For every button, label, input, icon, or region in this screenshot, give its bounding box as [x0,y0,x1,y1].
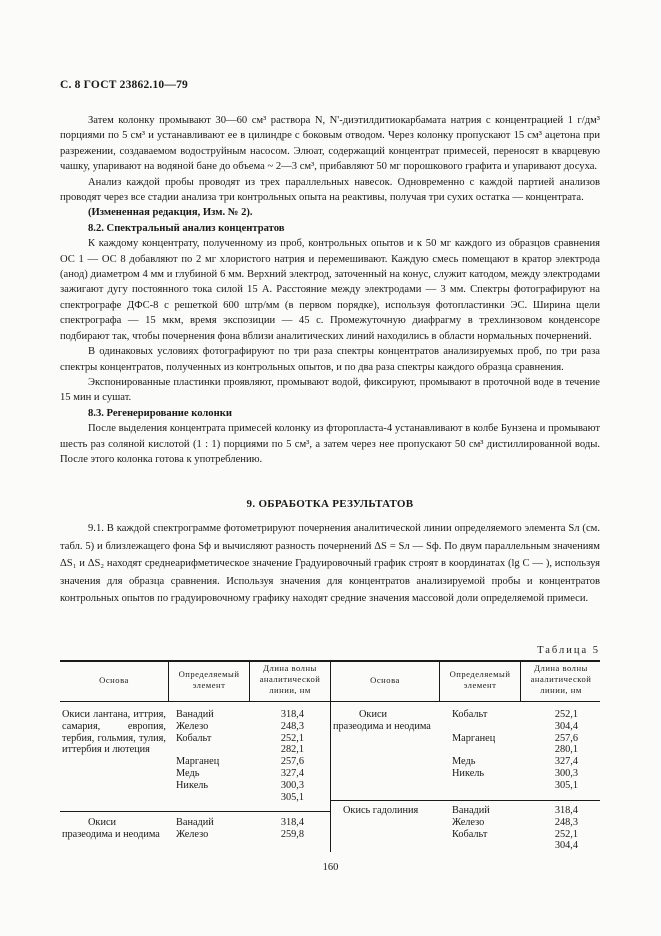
element-name: Никель [176,779,209,791]
table-cell-base: Окиси празеодима и неодима [333,709,431,732]
element-name: Медь [176,767,200,779]
element-name: Никель [452,767,485,779]
wavelength-value: 259,8 [280,828,304,840]
element-name: Марганец [176,756,220,768]
section-8-3-title: 8.3. Регенерирование колонки [88,407,232,419]
table-cell-base: Окиси лантана, иттрия, самария, европия, тербия, гольмия, тулия, иттербия и лютеция [62,709,166,756]
table-cell-wavelengths [524,709,578,792]
element-name: Марганец [452,732,496,744]
table-cell-wavelengths [524,805,578,852]
header-wavelength: Длина волны аналитической линии, нм [259,663,321,695]
element-name [176,744,248,756]
element-name: Ванадий [176,709,214,720]
table-cell-base: Окиси празеодима и неодима [62,817,160,840]
wavelength-value: 304,4 [554,840,578,852]
table-group-rule-right [331,800,600,801]
table-cell-elements [452,805,520,840]
section-9-title: 9. ОБРАБОТКА РЕЗУЛЬТАТОВ [246,498,414,510]
paragraph: Анализ каждой пробы проводят из трех параллельных навесок. Одновременно с каждой партией анализов проводят через все стадии анализа три контрольных опыта на реактивы, получая три сухих остатка — концентрата. [60,176,600,204]
table-cell-elements [176,709,248,792]
wavelength-value: 305,1 [280,791,304,803]
wavelength-value: 318,4 [280,817,304,828]
wavelength-value: 282,1 [280,744,304,756]
paragraph: Экспонированные пластинки проявляют, промывают водой, фиксируют, промывают в проточной воде в течение 15 мин и сушат. [60,376,600,404]
table-col-rule [520,661,521,701]
section-8-2-title: 8.2. Спектральный анализ концентратов [88,222,285,234]
table-cell-elements [452,709,520,780]
edition-note: (Измененная редакция, Изм. № 2). [88,207,253,219]
element-name: Медь [452,756,476,768]
table-5 [60,660,600,852]
element-name: Железо [176,828,209,840]
table-center-rule [330,661,331,852]
wavelength-value: 252,1 [554,709,578,720]
wavelength-value: 318,4 [280,709,304,720]
wavelength-value: 257,6 [280,756,304,768]
table-cell-base: Окись гадолиния [343,805,419,816]
wavelength-value: 304,4 [554,720,578,732]
wavelength-value: 252,1 [280,732,304,744]
table-cell-elements [176,817,248,841]
header-base: Основа [99,675,129,685]
element-name [452,721,520,733]
wavelength-value: 257,6 [554,732,578,744]
wavelength-value: 248,3 [554,816,578,828]
header-wavelength: Длина волны аналитической линии, нм [530,663,592,695]
header-element: Определяемый элемент [178,669,240,690]
page-number: 160 [322,862,339,873]
wavelength-value: 327,4 [554,756,578,768]
wavelength-value: 248,3 [280,720,304,732]
paragraph: К каждому концентрату, полученному из проб, контрольных опытов и к 50 мг каждого из образцов сравнения ОС 1 — ОС 8 добавляют по 2 мг хлористого натрия и перемешивают. Каждую смесь помещают в кратор электрода (анод) диаметром 4 мм и глубиной 6 мм. Верхний электрод, заточенный на конус, служит катодом, между электродами зажигают дугу постоянного тока силой 15 А. Расстояние между электродами — 3 мм. Спектры фотографируют на спектрографе ДФС-8 с решеткой 600 штр/мм (в первом порядке), используя фотопластинки ЭС. Ширина щели спектрографа — 15 мкм, время экспозиции — 45 с. Промежуточную диафрагму в трехлинзовом конденсоре подбирают так, чтобы почернения фона вблизи аналитических линий находились в области нормальных почернений. [60,238,600,342]
table-col-rule [249,661,250,701]
element-name [452,744,520,756]
wavelength-value: 300,3 [554,767,578,779]
element-name: Ванадий [452,805,490,816]
wavelength-value: 252,1 [554,828,578,840]
element-name: Железо [176,720,209,732]
paragraph: 9.1. В каждой спектрограмме фотометрируют почернения аналитической линии определяемого элемента Sл (см. табл. 5) и близлежащего фона Sф и вычисляют разность почернений ΔS = Sл — Sф. По двум параллельным значениям ΔS₁ и ΔS₂ находят среднеарифметическое значение Градуировочный график строят в координатах (lg C — ), используя значения для образца сравнения. Используя значения для концентратов анализируемой пробы и концентратов контрольных опытов по градуировочному графику находят средние значения массовой доли определяемой примеси. [60,523,600,605]
header-element: Определяемый элемент [449,669,511,690]
table-group-rule-left [60,811,330,812]
paragraph: В одинаковых условиях фотографируют по три раза спектры концентратов анализируемых проб, по три раза спектры концентратов, полученных из контрольных опытов, и по два раза спектры каждого образца сравнения. [60,346,600,373]
element-name: Кобальт [176,732,212,744]
wavelength-value: 318,4 [554,805,578,816]
wavelength-value: 300,3 [280,779,304,791]
body-text-top [60,113,600,467]
element-name: Кобальт [452,828,488,840]
table-cell-wavelengths [250,817,304,841]
body-text-results [60,520,600,608]
wavelength-value: 327,4 [280,767,304,779]
element-name: Железо [452,816,485,828]
paragraph: Затем колонку промывают 30—60 см³ раствора N, N'-диэтилдитиокарбамата натрия с концентрацией 1 г/дм³ порциями по 5 см³ и устанавливают ее в цилиндре с боковым отводом. Через колонку пропускают 15 см³ ацетона при разрежении, создаваемом водоструйным насосом. Элюат, содержащий концентрат примесей, переносят в кварцевую чашку, упаривают на водяной бане до объема ~ 2—3 см³, прибавляют 50 мг порошкового графита и упаривают досуха. [60,115,600,173]
header-base: Основа [370,675,400,685]
element-name: Ванадий [176,817,214,828]
paragraph: После выделения концентрата примесей колонку из фторопласта-4 устанавливают в колбе Бунзена и промывают шесть раз соляной кислотой (1 : 1) порциями по 5 см³, а затем через нее пропускают 50 см³ дистиллированной воды. После этого колонка готова к употреблению. [60,423,600,465]
wavelength-value: 280,1 [554,744,578,756]
table-caption: Таблица 5 [537,645,600,656]
wavelength-value: 305,1 [554,779,578,791]
table-cell-wavelengths [250,709,304,803]
page-header: С. 8 ГОСТ 23862.10—79 [60,79,188,91]
element-name: Кобальт [452,709,488,720]
